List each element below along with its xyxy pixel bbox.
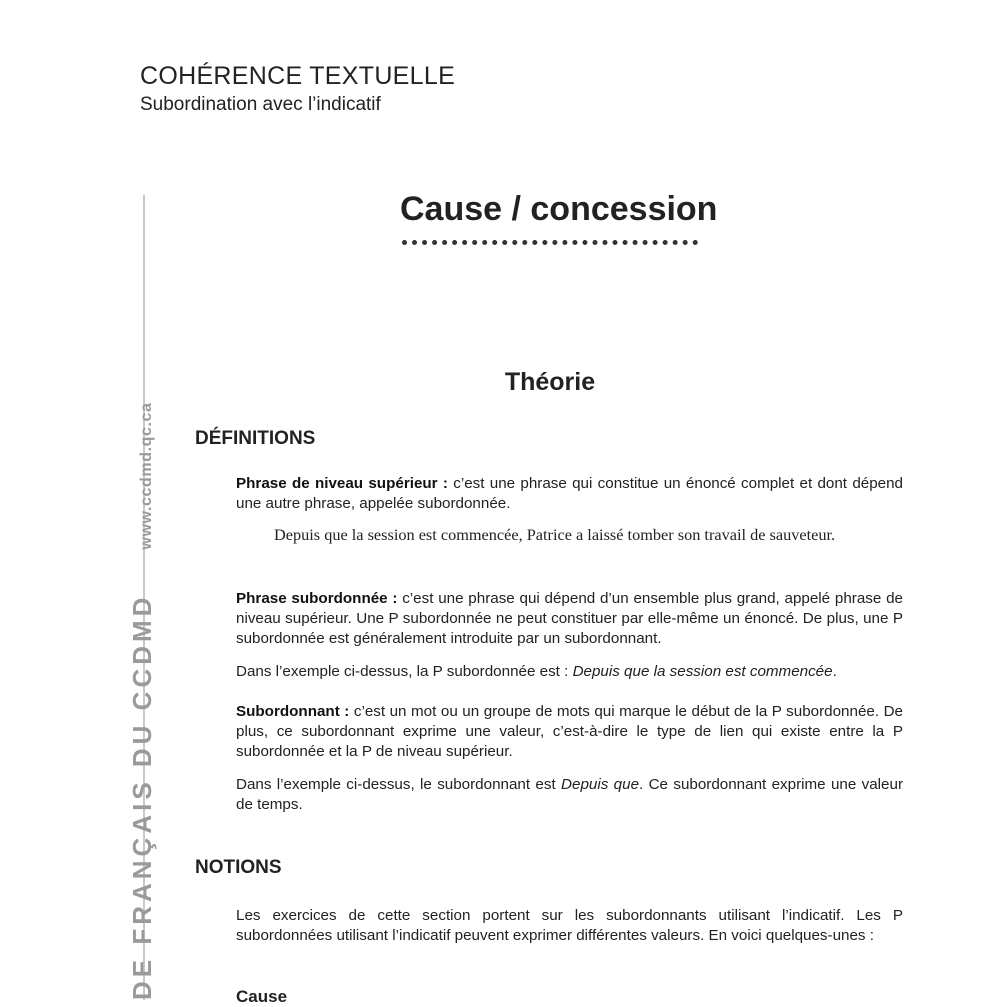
definition-note: Dans l’exemple ci-dessus, le subordonnant est Depuis que. Ce subordonnant exprime une valeur de temps. bbox=[236, 776, 904, 813]
definition-term: Subordonnant : bbox=[236, 703, 350, 720]
title-dotted-underline bbox=[402, 240, 698, 245]
definition-text: c’est un mot ou un groupe de mots qui marque le début de la P subordonnée. De plus, ce subordonnant exprime une valeur, c’est-à-dire le type de lien qui existe entre la P subordonnée et la P de niveau supérieur. bbox=[236, 703, 903, 760]
side-brand-text: DE FRANÇAIS DU CCDMD bbox=[127, 593, 157, 1000]
definition-text: c’est une phrase qui constitue un énoncé complet et dont dépend une autre phrase, appelée subordonnée. bbox=[236, 475, 903, 512]
cause-heading: Cause bbox=[236, 987, 288, 1006]
italic-example: Depuis que la session est commencée bbox=[572, 663, 833, 680]
notions-paragraph: Les exercices de cette section portent sur les subordonnants utilisant l’indicatif. Les P subordonnées utilisant l’indicatif peuvent exprimer différentes valeurs. En voici quelques-unes : bbox=[236, 907, 903, 944]
definition-text: c’est une phrase qui dépend d’un ensemble plus grand, appelé phrase de niveau supérieur. Une P subordonnée ne peut constituer par elle-même un énoncé. De plus, une P subordonnée est généralement introduite par un subordonnant. bbox=[236, 590, 903, 647]
page-title: Cause / concession bbox=[400, 190, 718, 228]
definitions-heading: DÉFINITIONS bbox=[195, 428, 316, 449]
header-title: COHÉRENCE TEXTUELLE bbox=[140, 62, 456, 90]
definition-paragraph bbox=[236, 702, 903, 762]
example-sentence: Depuis que la session est commencée, Patrice a laissé tomber son travail de sauveteur. bbox=[274, 525, 836, 544]
definition-term: Phrase subordonnée : bbox=[236, 590, 398, 607]
definition-term: Phrase de niveau supérieur : bbox=[236, 475, 448, 492]
definition-paragraph bbox=[236, 589, 903, 649]
definition-note: Dans l’exemple ci-dessus, la P subordonnée est : Depuis que la session est commencée. bbox=[236, 663, 837, 680]
side-margin bbox=[127, 402, 158, 1000]
definition-paragraph bbox=[236, 474, 903, 514]
side-url-text: www.ccdmd.qc.ca bbox=[138, 402, 155, 550]
italic-example: Depuis que bbox=[561, 776, 640, 793]
section-heading-theory: Théorie bbox=[504, 368, 596, 396]
header-subtitle: Subordination avec l’indicatif bbox=[140, 94, 381, 115]
notions-heading: NOTIONS bbox=[195, 857, 282, 878]
